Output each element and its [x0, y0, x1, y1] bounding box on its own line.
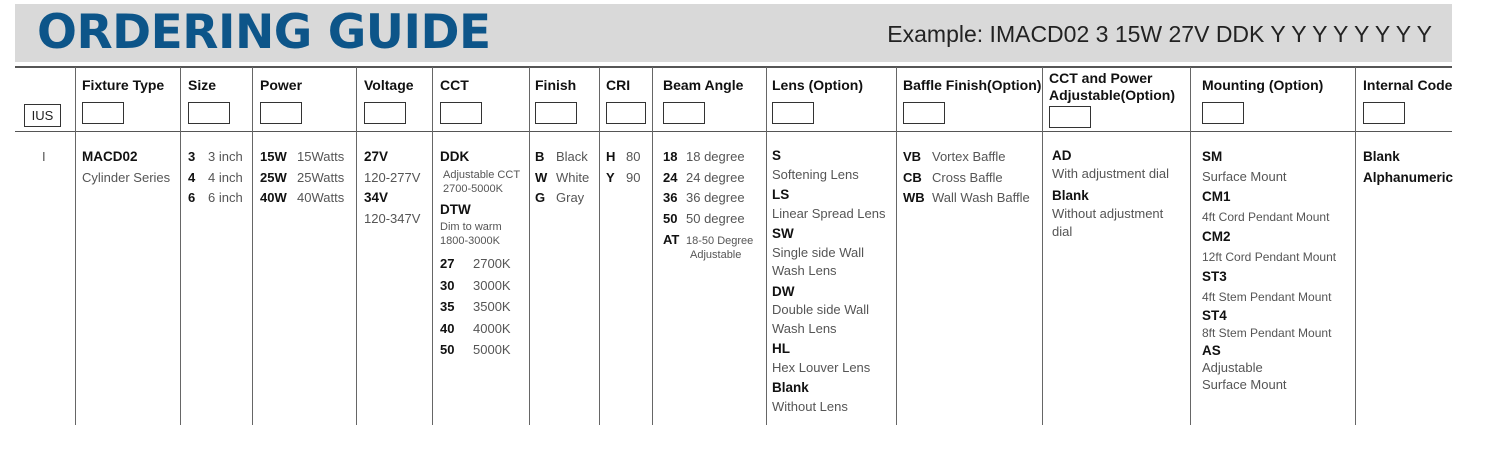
lens-desc: Wash Lens	[772, 263, 837, 278]
column-header: Finish	[535, 77, 577, 93]
cct-dtw-code: DTW	[440, 201, 471, 217]
cri-label: 90	[626, 169, 641, 185]
mounting-desc: 4ft Stem Pendant Mount	[1202, 290, 1332, 304]
cct-label: 3500K	[473, 299, 511, 314]
column-divider	[1355, 67, 1356, 425]
column-header: CRI	[606, 77, 631, 93]
list-item	[903, 147, 1030, 168]
mounting-code: AS	[1202, 343, 1221, 358]
cct-dtw-range: 1800-3000K	[440, 235, 500, 247]
baffle-code: WB	[903, 190, 925, 205]
list-item	[903, 168, 1030, 189]
list-item	[606, 168, 640, 189]
mounting-desc: 4ft Cord Pendant Mount	[1202, 210, 1330, 224]
column-divider	[252, 67, 253, 425]
list-item	[535, 188, 589, 209]
size-code: 3	[188, 149, 196, 164]
column-divider	[599, 67, 600, 425]
voltage-label: 120-347V	[364, 210, 421, 226]
table-top-rule	[15, 66, 1452, 68]
column-divider	[529, 67, 530, 425]
cct-power-blank-desc: dial	[1052, 224, 1073, 239]
mounting-desc: 12ft Cord Pendant Mount	[1202, 250, 1337, 264]
column-header: Mounting (Option)	[1202, 77, 1324, 93]
column-header: Lens (Option)	[772, 77, 863, 93]
internal-code-alnum: Alphanumeric	[1363, 169, 1454, 185]
voltage-input-box[interactable]	[364, 102, 406, 124]
beam-label: 24 degree	[686, 169, 745, 185]
lens-input-box[interactable]	[772, 102, 814, 124]
lens-code: S	[772, 148, 782, 163]
column-divider	[652, 67, 653, 425]
lens-code: Blank	[772, 380, 809, 395]
cct-input-box[interactable]	[440, 102, 482, 124]
size-code: 6	[188, 190, 196, 205]
list-item	[440, 275, 520, 297]
beam-code: 18	[663, 149, 678, 164]
cct-label: 5000K	[473, 342, 511, 357]
finish-label: Gray	[556, 190, 585, 205]
baffle-code: CB	[903, 169, 922, 185]
cri-label: 80	[626, 149, 641, 164]
finish-code: G	[535, 190, 546, 205]
finish-label: White	[556, 169, 590, 185]
beam-label: 18 degree	[686, 149, 745, 164]
list-item	[260, 168, 344, 189]
mounting-code: ST3	[1202, 269, 1227, 284]
power-code: 25W	[260, 169, 287, 185]
list-item	[440, 339, 520, 361]
mounting-code: SM	[1202, 149, 1223, 164]
mounting-desc: Adjustable	[1202, 360, 1263, 375]
column-header	[1049, 70, 1175, 104]
page-title: ORDERING GUIDE	[37, 5, 491, 60]
power-code: 15W	[260, 149, 287, 164]
column-header: Internal Code	[1363, 77, 1453, 93]
voltage-code: 34V	[364, 190, 389, 205]
column-divider	[180, 67, 181, 425]
fixture-type-input-box[interactable]	[82, 102, 124, 124]
mounting-desc: Surface Mount	[1202, 169, 1287, 184]
lens-code: DW	[772, 283, 795, 299]
finish-code: W	[535, 169, 548, 185]
cct-dtw-desc: Dim to warm	[440, 221, 502, 233]
list-item	[188, 168, 243, 189]
power-label: 15Watts	[297, 149, 345, 164]
cct-ddk-desc: Adjustable CCT	[443, 168, 521, 181]
cct-label: 2700K	[473, 256, 511, 271]
list-item	[440, 318, 520, 340]
mounting-desc: Surface Mount	[1202, 377, 1287, 392]
lens-desc: Single side Wall	[772, 244, 865, 260]
column-header: Baffle Finish(Option)	[903, 77, 1042, 93]
cct-power-blank-code: Blank	[1052, 188, 1089, 203]
cct-power-blank-desc: Without adjustment	[1052, 206, 1164, 221]
baffle-label: Cross Baffle	[932, 169, 1003, 185]
list-item	[535, 147, 589, 168]
finish-input-box[interactable]	[535, 102, 577, 124]
mounting-input-box[interactable]	[1202, 102, 1244, 124]
finish-code: B	[535, 149, 545, 164]
column-divider	[896, 67, 897, 425]
header-line: CCT and Power	[1049, 70, 1153, 86]
column-divider	[75, 67, 76, 425]
beam-label: 50 degree	[686, 210, 745, 226]
voltage-label: 120-277V	[364, 169, 421, 185]
mounting-code: CM2	[1202, 229, 1231, 244]
column-header: Size	[188, 77, 217, 93]
cri-code: Y	[606, 169, 615, 185]
list-item	[663, 147, 753, 168]
column-divider	[1190, 67, 1191, 425]
list-item	[663, 188, 753, 209]
cct-code: 40	[440, 320, 455, 336]
prefix-box[interactable]: IUS	[24, 104, 61, 127]
power-code: 40W	[260, 190, 287, 205]
beam-at-code: AT	[663, 232, 680, 247]
cct-code: 27	[440, 256, 455, 271]
cct-code: 50	[440, 342, 455, 357]
cri-code: H	[606, 149, 616, 164]
list-item	[903, 188, 1030, 209]
size-code: 4	[188, 169, 196, 185]
voltage-code: 27V	[364, 149, 389, 164]
list-item	[606, 147, 640, 168]
cri-input-box[interactable]	[606, 102, 646, 124]
lens-code: LS	[772, 187, 790, 202]
list-item	[663, 168, 753, 189]
column-header: CCT	[440, 77, 469, 93]
beam-at-desc: 18-50 Degree	[686, 235, 754, 247]
beam-code: 36	[663, 190, 678, 205]
beam-code: 50	[663, 210, 678, 226]
list-item	[260, 188, 344, 209]
lens-code: HL	[772, 341, 790, 356]
lens-desc: Wash Lens	[772, 320, 837, 336]
beam-label: 36 degree	[686, 190, 745, 205]
baffle-label: Vortex Baffle	[932, 149, 1006, 164]
finish-label: Black	[556, 149, 588, 164]
list-item	[188, 147, 243, 168]
column-divider	[766, 67, 767, 425]
lens-desc: Linear Spread Lens	[772, 205, 886, 221]
internal-code-blank: Blank	[1363, 149, 1400, 164]
list-item	[440, 253, 520, 275]
header-line: Adjustable(Option)	[1049, 87, 1175, 103]
column-divider	[356, 67, 357, 425]
cct-power-input-box[interactable]	[1049, 106, 1091, 128]
cct-power-ad-code: AD	[1052, 148, 1072, 163]
column-divider	[432, 67, 433, 425]
size-label: 3 inch	[208, 149, 243, 164]
list-item	[188, 188, 243, 209]
beam-code: 24	[663, 169, 678, 185]
list-item	[663, 232, 753, 248]
header-banner	[15, 4, 1452, 62]
list-item	[535, 168, 589, 189]
list-item	[260, 147, 344, 168]
list-item	[440, 296, 520, 318]
power-label: 40Watts	[297, 190, 345, 205]
beam-at-note: Adjustable	[690, 249, 742, 261]
lens-desc: Double side Wall	[772, 302, 870, 317]
fixture-type-code: MACD02	[82, 149, 138, 164]
column-header: Voltage	[364, 77, 414, 93]
column-header: Power	[260, 77, 303, 93]
power-label: 25Watts	[297, 169, 345, 185]
lens-code: SW	[772, 226, 794, 241]
cct-label: 4000K	[473, 320, 511, 336]
example-text: Example: IMACD02 3 15W 27V DDK Y Y Y Y Y Y Y Y	[887, 21, 1432, 47]
prefix-value: I	[42, 149, 46, 164]
list-item	[663, 209, 753, 230]
beam-angle-input-box[interactable]	[663, 102, 705, 124]
fixture-type-desc: Cylinder Series	[82, 169, 171, 185]
mounting-code: CM1	[1202, 189, 1231, 204]
cct-ddk-code: DDK	[440, 149, 470, 164]
mounting-desc: 8ft Stem Pendant Mount	[1202, 326, 1332, 340]
table-header-rule	[15, 131, 1452, 132]
size-label: 4 inch	[208, 169, 243, 185]
lens-desc: Without Lens	[772, 398, 848, 414]
mounting-code: ST4	[1202, 308, 1227, 323]
column-header: Beam Angle	[663, 77, 744, 93]
column-divider	[1042, 67, 1043, 425]
power-input-box[interactable]	[260, 102, 302, 124]
baffle-label: Wall Wash Baffle	[932, 190, 1030, 205]
baffle-input-box[interactable]	[903, 102, 945, 124]
cct-label: 3000K	[473, 277, 511, 293]
internal-code-input-box[interactable]	[1363, 102, 1405, 124]
size-label: 6 inch	[208, 190, 243, 205]
lens-desc: Hex Louver Lens	[772, 359, 871, 375]
cct-code: 30	[440, 277, 455, 293]
cct-ddk-range: 2700-5000K	[443, 182, 503, 195]
baffle-code: VB	[903, 149, 922, 164]
column-header: Fixture Type	[82, 77, 165, 93]
size-input-box[interactable]	[188, 102, 230, 124]
cct-code: 35	[440, 299, 455, 314]
cct-power-ad-desc: With adjustment dial	[1052, 166, 1170, 181]
lens-desc: Softening Lens	[772, 166, 859, 182]
